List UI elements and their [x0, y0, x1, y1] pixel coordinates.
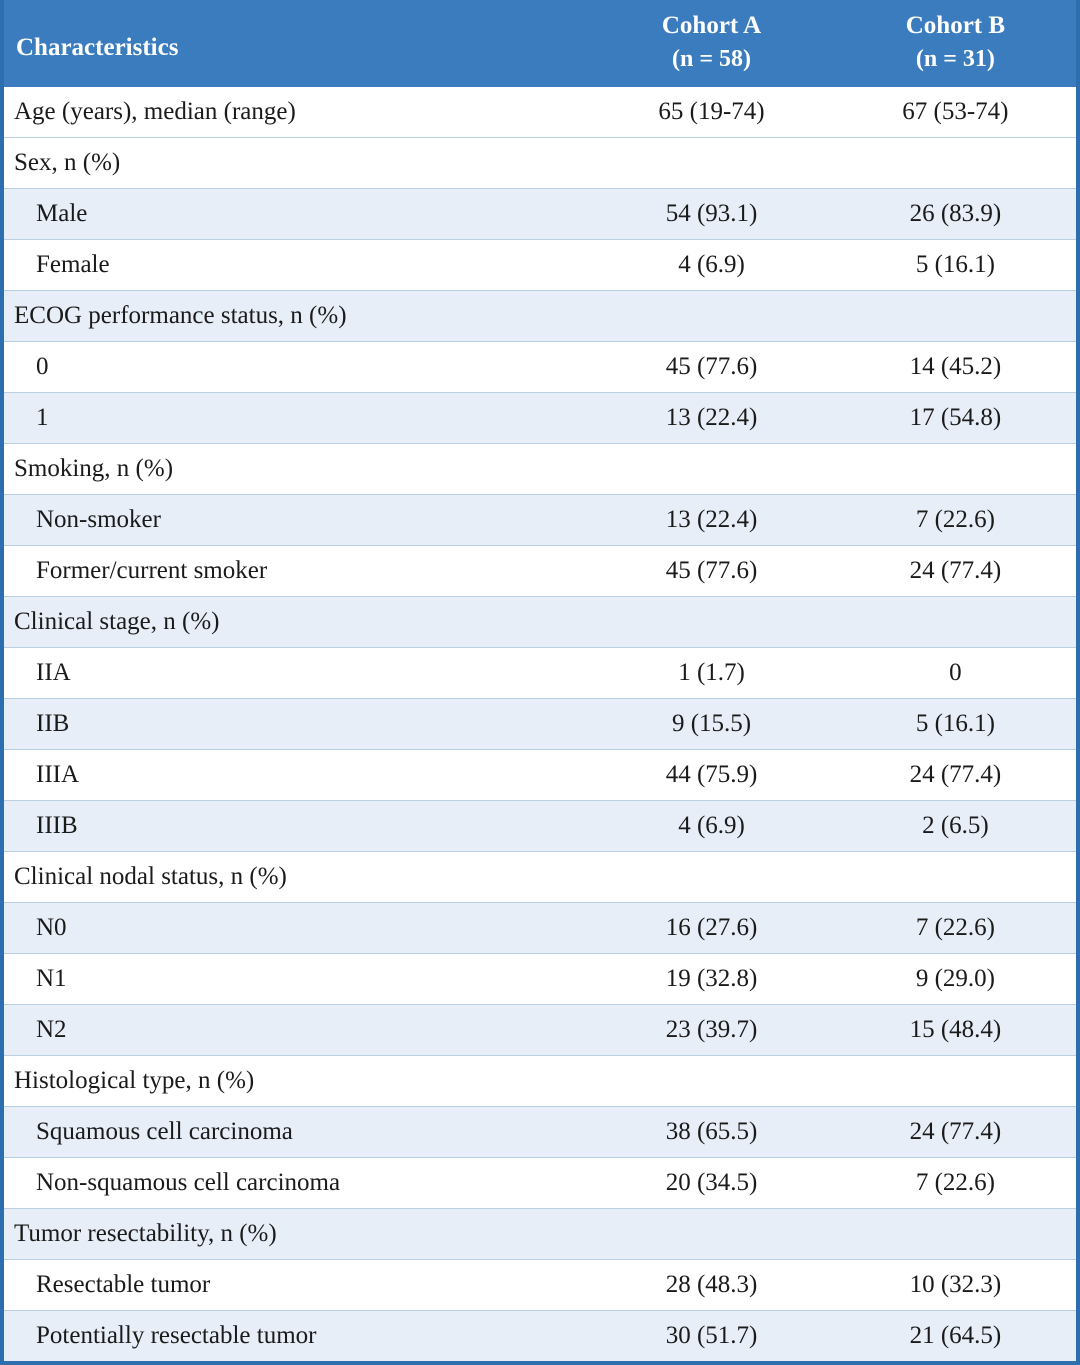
characteristics-table [4, 0, 1076, 1361]
cell-cohort-a [588, 852, 835, 903]
row-label: IIB [4, 699, 588, 750]
cell-cohort-b: 5 (16.1) [835, 240, 1076, 291]
table-row [4, 291, 1076, 342]
table-row [4, 648, 1076, 699]
cell-cohort-b: 17 (54.8) [835, 393, 1076, 444]
cell-cohort-b [835, 138, 1076, 189]
column-header-cohort-b: Cohort B [835, 0, 1076, 44]
row-label: Clinical nodal status, n (%) [4, 852, 588, 903]
table-row [4, 954, 1076, 1005]
cell-cohort-a: 4 (6.9) [588, 801, 835, 852]
table-header-row-1 [4, 0, 1076, 44]
table-row [4, 495, 1076, 546]
cell-cohort-a: 54 (93.1) [588, 189, 835, 240]
table-row [4, 240, 1076, 291]
row-label: N2 [4, 1005, 588, 1056]
cell-cohort-b [835, 444, 1076, 495]
row-label: ECOG performance status, n (%) [4, 291, 588, 342]
cell-cohort-b: 15 (48.4) [835, 1005, 1076, 1056]
row-label: Smoking, n (%) [4, 444, 588, 495]
table-row [4, 699, 1076, 750]
row-label: N1 [4, 954, 588, 1005]
column-header-cohort-a-count: (n = 58) [588, 44, 835, 87]
cell-cohort-b: 9 (29.0) [835, 954, 1076, 1005]
row-label: IIA [4, 648, 588, 699]
row-label: Potentially resectable tumor [4, 1311, 588, 1362]
table-row [4, 393, 1076, 444]
cell-cohort-a: 45 (77.6) [588, 546, 835, 597]
cell-cohort-a: 23 (39.7) [588, 1005, 835, 1056]
cell-cohort-a [588, 597, 835, 648]
cell-cohort-a [588, 1209, 835, 1260]
table-row [4, 1107, 1076, 1158]
cell-cohort-a: 20 (34.5) [588, 1158, 835, 1209]
table-body [4, 87, 1076, 1361]
cell-cohort-b: 7 (22.6) [835, 495, 1076, 546]
row-label: IIIB [4, 801, 588, 852]
row-label: Tumor resectability, n (%) [4, 1209, 588, 1260]
column-header-characteristics: Characteristics [4, 0, 588, 87]
cell-cohort-a [588, 1056, 835, 1107]
row-label: Age (years), median (range) [4, 87, 588, 138]
table-row [4, 1005, 1076, 1056]
cell-cohort-a: 4 (6.9) [588, 240, 835, 291]
cell-cohort-b: 7 (22.6) [835, 903, 1076, 954]
table-row [4, 1209, 1076, 1260]
cell-cohort-b: 24 (77.4) [835, 546, 1076, 597]
cell-cohort-a: 44 (75.9) [588, 750, 835, 801]
table-row [4, 903, 1076, 954]
table-row [4, 189, 1076, 240]
row-label: 1 [4, 393, 588, 444]
table-row [4, 801, 1076, 852]
cell-cohort-b: 67 (53-74) [835, 87, 1076, 138]
table-row [4, 1158, 1076, 1209]
cell-cohort-a: 38 (65.5) [588, 1107, 835, 1158]
cell-cohort-a: 13 (22.4) [588, 495, 835, 546]
cell-cohort-a: 30 (51.7) [588, 1311, 835, 1362]
column-header-cohort-a: Cohort A [588, 0, 835, 44]
cell-cohort-a: 13 (22.4) [588, 393, 835, 444]
table-row [4, 1311, 1076, 1362]
table-row [4, 87, 1076, 138]
row-label: N0 [4, 903, 588, 954]
cell-cohort-a: 28 (48.3) [588, 1260, 835, 1311]
table-row [4, 444, 1076, 495]
cell-cohort-b: 2 (6.5) [835, 801, 1076, 852]
cell-cohort-b: 21 (64.5) [835, 1311, 1076, 1362]
cell-cohort-b: 10 (32.3) [835, 1260, 1076, 1311]
cell-cohort-a: 65 (19-74) [588, 87, 835, 138]
row-label: Squamous cell carcinoma [4, 1107, 588, 1158]
cell-cohort-b [835, 1056, 1076, 1107]
cell-cohort-b: 24 (77.4) [835, 750, 1076, 801]
row-label: Clinical stage, n (%) [4, 597, 588, 648]
cell-cohort-b: 5 (16.1) [835, 699, 1076, 750]
cell-cohort-a [588, 138, 835, 189]
row-label: IIIA [4, 750, 588, 801]
row-label: Resectable tumor [4, 1260, 588, 1311]
row-label: Sex, n (%) [4, 138, 588, 189]
cell-cohort-a: 1 (1.7) [588, 648, 835, 699]
row-label: Former/current smoker [4, 546, 588, 597]
table-row [4, 1056, 1076, 1107]
table-row [4, 138, 1076, 189]
cell-cohort-b: 26 (83.9) [835, 189, 1076, 240]
cell-cohort-b [835, 597, 1076, 648]
cell-cohort-a: 45 (77.6) [588, 342, 835, 393]
cell-cohort-b: 14 (45.2) [835, 342, 1076, 393]
cell-cohort-b [835, 1209, 1076, 1260]
table-header [4, 0, 1076, 87]
table-row [4, 342, 1076, 393]
cell-cohort-b [835, 852, 1076, 903]
cell-cohort-a [588, 291, 835, 342]
cell-cohort-a: 16 (27.6) [588, 903, 835, 954]
table-row [4, 750, 1076, 801]
row-label: 0 [4, 342, 588, 393]
row-label: Female [4, 240, 588, 291]
row-label: Histological type, n (%) [4, 1056, 588, 1107]
cell-cohort-b: 7 (22.6) [835, 1158, 1076, 1209]
cell-cohort-a [588, 444, 835, 495]
row-label: Male [4, 189, 588, 240]
table-row [4, 597, 1076, 648]
table-row [4, 546, 1076, 597]
column-header-cohort-b-count: (n = 31) [835, 44, 1076, 87]
row-label: Non-squamous cell carcinoma [4, 1158, 588, 1209]
cell-cohort-b: 0 [835, 648, 1076, 699]
cell-cohort-b: 24 (77.4) [835, 1107, 1076, 1158]
cell-cohort-a: 9 (15.5) [588, 699, 835, 750]
table-row [4, 1260, 1076, 1311]
row-label: Non-smoker [4, 495, 588, 546]
cell-cohort-b [835, 291, 1076, 342]
table-row [4, 852, 1076, 903]
cell-cohort-a: 19 (32.8) [588, 954, 835, 1005]
